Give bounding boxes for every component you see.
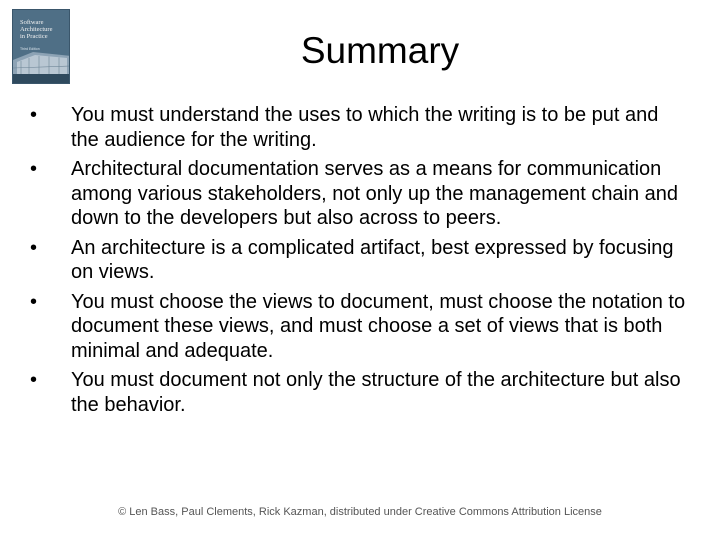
- bullet-text: You must document not only the structure of the architecture but also the behavior.: [71, 369, 681, 416]
- bullet-text: Architectural documentation serves as a means for communication among various stakeholders, not only up the management chain and down to the developers but also across to peers.: [71, 158, 679, 229]
- bullet-text: You must choose the views to document, must choose the notation to document these views, and must choose a set of views that is both minimal and adequate.: [71, 290, 686, 362]
- bullet-list: [30, 103, 690, 422]
- bullet-item: [30, 157, 690, 231]
- bullet-marker: •: [30, 158, 38, 180]
- bullet-item: [30, 368, 690, 417]
- book-cover-edition: Third Edition: [20, 47, 40, 51]
- book-cover-title: Software Architecture in Practice: [20, 19, 53, 40]
- bullet-marker: •: [30, 369, 38, 391]
- slide-title: Summary: [300, 30, 460, 71]
- bullet-item: [30, 103, 690, 152]
- bullet-marker: •: [30, 290, 38, 313]
- bullet-text: An architecture is a complicated artifact, best expressed by focusing on views.: [71, 236, 674, 283]
- bullet-item: [30, 290, 690, 364]
- copyright-footer: © Len Bass, Paul Clements, Rick Kazman, distributed under Creative Commons Attribution License: [118, 506, 602, 518]
- bullet-text: You must understand the uses to which the writing is to be put and the audience for the writing.: [71, 104, 659, 151]
- bullet-item: [30, 236, 690, 285]
- bullet-marker: •: [30, 104, 38, 126]
- bullet-marker: •: [30, 236, 38, 259]
